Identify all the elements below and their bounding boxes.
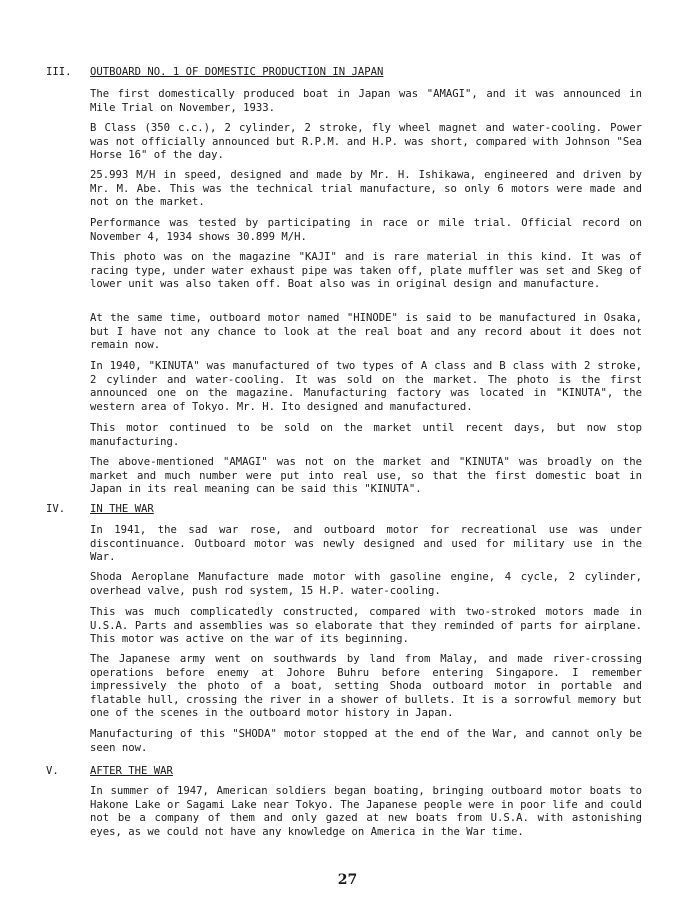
paragraph: In 1941, the sad war rose, and outboard motor for recreational use was under discontinuance. Outboard motor was newly designed and used for military use in the War. <box>90 524 642 564</box>
paragraph: Shoda Aeroplane Manufacture made motor with gasoline engine, 4 cycle, 2 cylinder, overhead valve, push rod system, 15 H.P. water-cooling. <box>90 571 642 597</box>
section-number: IV. <box>46 503 66 515</box>
paragraph: This was much complicatedly constructed, compared with two-stroked motors made in U.S.A. Parts and assemblies was so elaborate that they reminded of parts for airplane. This motor was active on the war of its beginning. <box>90 606 642 646</box>
paragraph: In 1940, "KINUTA" was manufactured of two types of A class and B class with 2 stroke, 2 cylinder and water-cooling. It was sold on the market. The photo is the first announced one on the magazine. Manufacturing factory was located in "KINUTA", the western area of Tokyo. Mr. H. Ito designed and manufactured. <box>90 360 642 413</box>
section-heading: IN THE WAR <box>90 503 154 515</box>
paragraph: In summer of 1947, American soldiers began boating, bringing outboard motor boats to Hakone Lake or Sagami Lake near Tokyo. The Japanese people were in poor life and could not be a company of them and only gazed at new boats from U.S.A. with astonishing eyes, as we could not have any knowledge on America in the War time. <box>90 785 642 838</box>
page-number: 27 <box>337 872 358 888</box>
section-heading: OUTBOARD NO. 1 OF DOMESTIC PRODUCTION IN JAPAN <box>90 66 384 78</box>
section-number: III. <box>46 66 72 78</box>
paragraph: 25.993 M/H in speed, designed and made by Mr. H. Ishikawa, engineered and driven by Mr. M. Abe. This was the technical trial manufacture, so only 6 motors were made and not on the market. <box>90 169 642 209</box>
paragraph: At the same time, outboard motor named "HINODE" is said to be manufactured in Osaka, but I have not any chance to look at the real boat and any record about it does not remain now. <box>90 312 642 352</box>
paragraph: B Class (350 c.c.), 2 cylinder, 2 stroke, fly wheel magnet and water-cooling. Power was not officially announced but R.P.M. and H.P. was short, compared with Johnson "Sea Horse 16" of the day. <box>90 122 642 162</box>
section-heading: AFTER THE WAR <box>90 765 173 777</box>
paragraph: The above-mentioned "AMAGI" was not on the market and "KINUTA" was broadly on the market and much number were put into real use, so that the first domestic boat in Japan in its real meaning can be said this "KINUTA". <box>90 456 642 496</box>
paragraph: This motor continued to be sold on the market until recent days, but now stop manufacturing. <box>90 422 642 448</box>
paragraph: The first domestically produced boat in Japan was "AMAGI", and it was announced in Mile Trial on November, 1933. <box>90 88 642 114</box>
paragraph: The Japanese army went on southwards by land from Malay, and made river-crossing operations before enemy at Johore Buhru before entering Singapore. I remember impressively the photo of a boat, setting Shoda outboard motor in portable and flatable hull, crossing the river in a shower of bullets. It is a sorrowful memory but one of the scenes in the outboard motor history in Japan. <box>90 653 642 720</box>
section-number: V. <box>46 765 59 777</box>
paragraph: Performance was tested by participating in race or mile trial. Official record on November 4, 1934 shows 30.899 M/H. <box>90 217 642 243</box>
paragraph: This photo was on the magazine "KAJI" and is rare material in this kind. It was of racing type, under water exhaust pipe was taken off, plate muffler was set and Skeg of lower unit was also taken off. Boat also was in original design and manufacture. <box>90 251 642 291</box>
paragraph: Manufacturing of this "SHODA" motor stopped at the end of the War, and cannot only be seen now. <box>90 728 642 754</box>
